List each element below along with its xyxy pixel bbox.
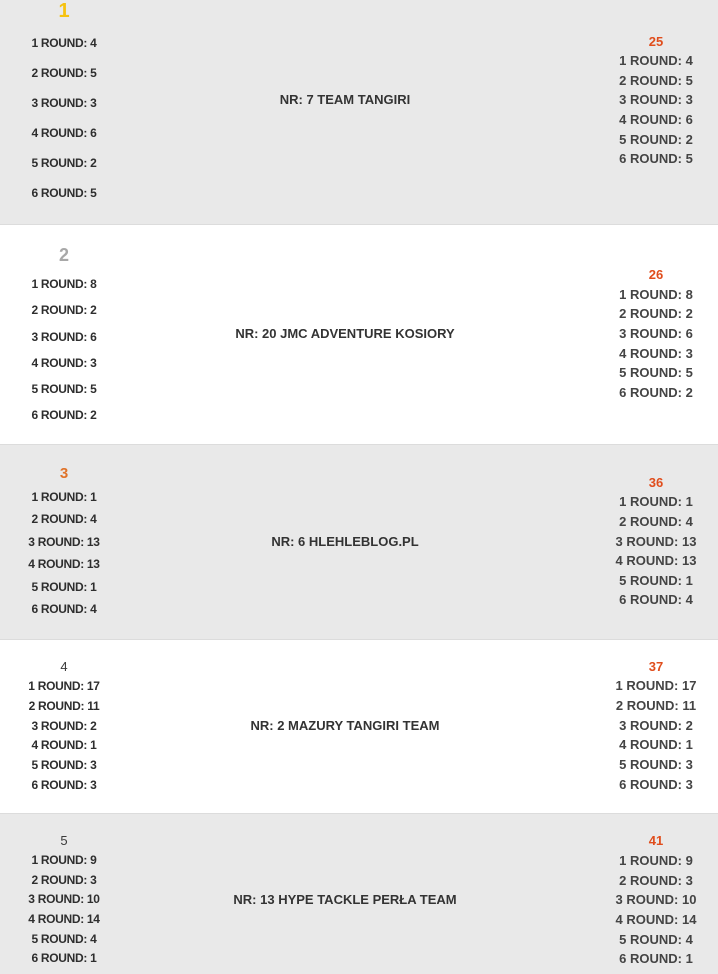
round-score: 3 ROUND: 10 [28, 892, 100, 906]
round-score-summary: 5 ROUND: 5 [619, 365, 693, 380]
team-name: NR: 20 JMC ADVENTURE KOSIORY [235, 326, 455, 341]
team-name: NR: 2 MAZURY TANGIRI TEAM [250, 718, 440, 733]
round-score-summary: 1 ROUND: 17 [615, 678, 697, 693]
round-score-summary: 5 ROUND: 1 [619, 573, 693, 588]
round-score: 2 ROUND: 11 [28, 699, 100, 713]
total-score: 25 [648, 34, 664, 49]
rank-number: 1 [58, 0, 70, 22]
round-score: 3 ROUND: 13 [28, 535, 100, 549]
total-score: 36 [648, 475, 664, 490]
round-score-summary: 5 ROUND: 3 [619, 757, 693, 772]
round-score-summary: 6 ROUND: 2 [619, 385, 693, 400]
round-score-summary: 4 ROUND: 3 [619, 346, 693, 361]
round-score-summary: 2 ROUND: 2 [619, 306, 693, 321]
round-score-summary: 1 ROUND: 8 [619, 287, 693, 302]
round-score: 3 ROUND: 3 [31, 96, 97, 110]
round-score-summary: 4 ROUND: 1 [619, 737, 693, 752]
round-score: 6 ROUND: 2 [31, 408, 97, 422]
round-score: 6 ROUND: 1 [31, 951, 97, 965]
result-row [0, 225, 718, 444]
round-score: 5 ROUND: 1 [31, 580, 97, 594]
rank-number: 3 [59, 465, 69, 482]
round-score-summary: 5 ROUND: 4 [619, 932, 693, 947]
round-score: 2 ROUND: 4 [31, 512, 97, 526]
total-score: 41 [648, 833, 664, 848]
round-score: 6 ROUND: 3 [31, 778, 97, 792]
round-score-summary: 2 ROUND: 4 [619, 514, 693, 529]
round-score: 4 ROUND: 1 [31, 738, 97, 752]
team-name: NR: 13 HYPE TACKLE PERŁA TEAM [233, 892, 457, 907]
round-score: 5 ROUND: 5 [31, 382, 97, 396]
round-score-summary: 3 ROUND: 6 [619, 326, 693, 341]
round-score: 4 ROUND: 14 [28, 912, 100, 926]
rank-number: 4 [60, 659, 68, 674]
round-score-summary: 2 ROUND: 5 [619, 73, 693, 88]
round-score: 6 ROUND: 5 [31, 186, 97, 200]
round-score-summary: 6 ROUND: 5 [619, 151, 693, 166]
total-score: 37 [648, 659, 664, 674]
round-score-summary: 4 ROUND: 13 [615, 553, 697, 568]
rank-number: 2 [58, 245, 69, 265]
round-score: 5 ROUND: 4 [31, 932, 97, 946]
result-row [0, 814, 718, 974]
round-score-summary: 3 ROUND: 2 [619, 718, 693, 733]
round-score: 3 ROUND: 6 [31, 330, 97, 344]
round-score-summary: 4 ROUND: 6 [619, 112, 693, 127]
result-row [0, 0, 718, 224]
round-score: 3 ROUND: 2 [31, 719, 97, 733]
team-name: NR: 6 HLEHLEBLOG.PL [271, 534, 419, 549]
round-score: 4 ROUND: 3 [31, 356, 97, 370]
round-score-summary: 2 ROUND: 3 [619, 873, 693, 888]
round-score: 2 ROUND: 5 [31, 66, 97, 80]
round-score: 2 ROUND: 3 [31, 873, 97, 887]
round-score-summary: 1 ROUND: 9 [619, 853, 693, 868]
round-score: 2 ROUND: 2 [31, 303, 97, 317]
round-score: 1 ROUND: 4 [31, 36, 97, 50]
round-score: 4 ROUND: 6 [31, 126, 97, 140]
round-score: 1 ROUND: 9 [31, 853, 97, 867]
round-score-summary: 2 ROUND: 11 [615, 698, 697, 713]
round-score: 1 ROUND: 17 [28, 679, 100, 693]
round-score: 1 ROUND: 1 [31, 490, 97, 504]
round-score-summary: 4 ROUND: 14 [615, 912, 697, 927]
result-row [0, 640, 718, 813]
round-score-summary: 5 ROUND: 2 [619, 132, 693, 147]
round-score: 5 ROUND: 3 [31, 758, 97, 772]
round-score-summary: 6 ROUND: 4 [619, 592, 693, 607]
round-score-summary: 1 ROUND: 4 [619, 53, 693, 68]
team-name: NR: 7 TEAM TANGIRI [279, 92, 411, 107]
round-score-summary: 1 ROUND: 1 [619, 494, 693, 509]
total-score: 26 [648, 267, 664, 282]
round-score: 6 ROUND: 4 [31, 602, 97, 616]
round-score: 4 ROUND: 13 [28, 557, 100, 571]
round-score: 1 ROUND: 8 [31, 277, 97, 291]
round-score-summary: 3 ROUND: 3 [619, 92, 693, 107]
round-score-summary: 3 ROUND: 10 [615, 892, 697, 907]
round-score-summary: 3 ROUND: 13 [615, 534, 697, 549]
rank-number: 5 [60, 833, 68, 848]
round-score: 5 ROUND: 2 [31, 156, 97, 170]
round-score-summary: 6 ROUND: 1 [619, 951, 693, 966]
round-score-summary: 6 ROUND: 3 [619, 777, 693, 792]
result-row [0, 445, 718, 639]
